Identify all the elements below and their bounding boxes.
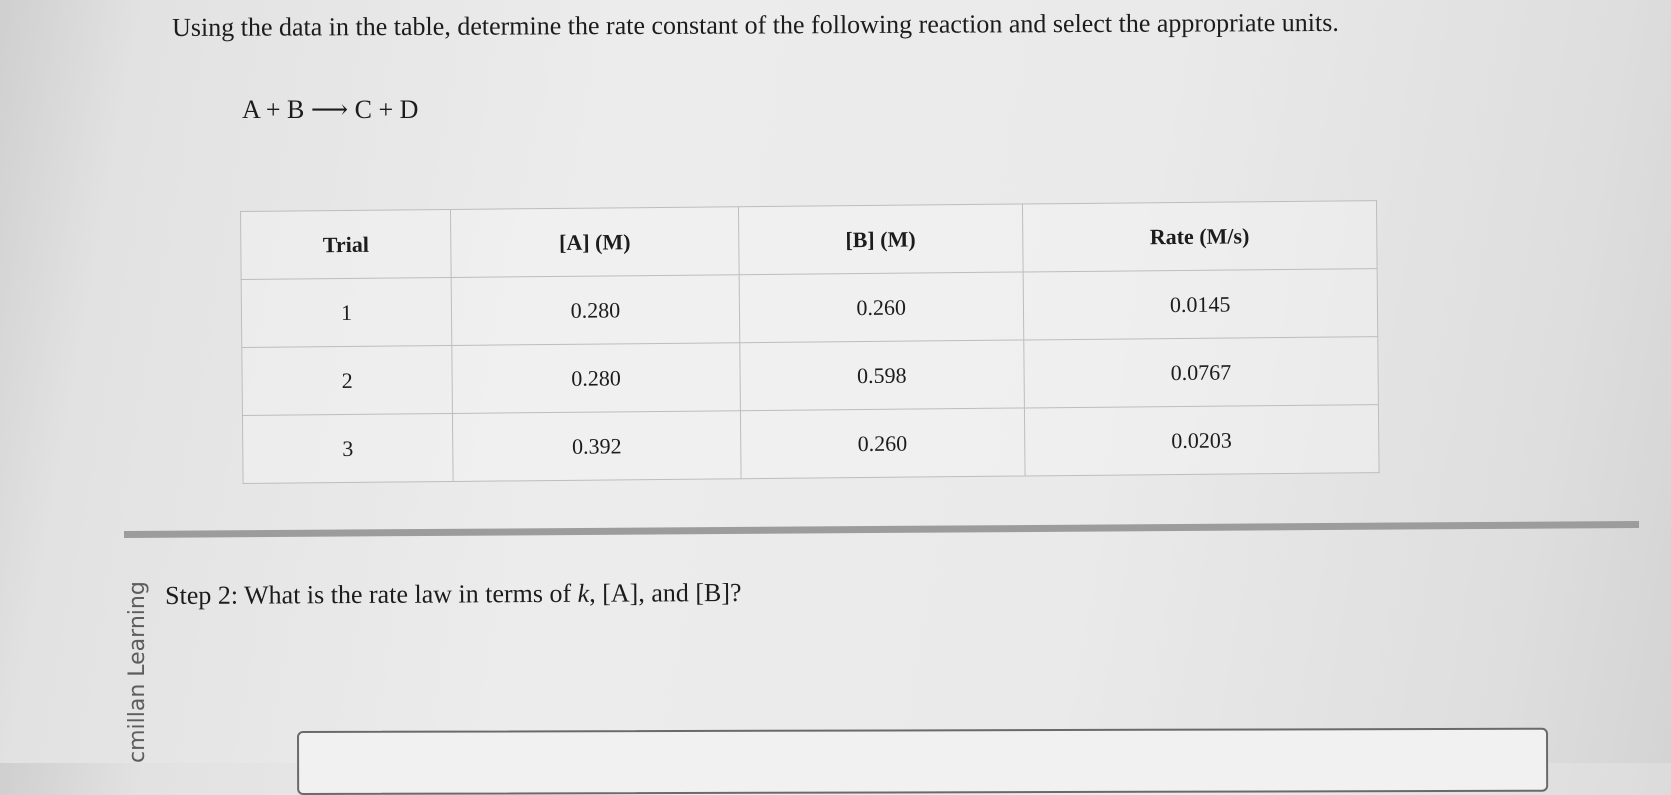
question-text: Using the data in the table, determine the rate constant of the following reaction and select the appropriate units.	[172, 7, 1339, 42]
header-trial: Trial	[241, 209, 452, 279]
reaction-equation	[242, 90, 418, 130]
header-concentration-a: [A] (M)	[451, 207, 739, 278]
rate-data-table	[240, 200, 1380, 484]
cell-concentration-a: 0.392	[453, 411, 741, 482]
reaction-products: C + D	[354, 95, 419, 124]
cell-concentration-b: 0.260	[740, 408, 1024, 479]
cell-concentration-b: 0.260	[739, 272, 1023, 343]
cell-rate: 0.0203	[1024, 405, 1379, 476]
step-prompt-suffix: , [A], and [B]?	[589, 577, 742, 608]
rate-law-answer-field[interactable]	[297, 728, 1548, 795]
cell-trial: 2	[242, 345, 453, 415]
cell-trial: 1	[241, 277, 452, 347]
step-prompt-prefix: Step 2: What is the rate law in terms of	[165, 578, 578, 610]
table-row	[242, 337, 1379, 416]
header-rate: Rate (M/s)	[1022, 201, 1377, 272]
reaction-arrow: ⟶	[310, 95, 349, 124]
cell-trial: 3	[242, 413, 453, 483]
header-concentration-b: [B] (M)	[738, 204, 1022, 275]
reaction-reactants: A + B	[242, 95, 305, 124]
cell-rate: 0.0145	[1023, 269, 1378, 340]
publisher-side-label: cmillan Learning	[125, 581, 150, 763]
cell-concentration-b: 0.598	[740, 340, 1024, 411]
table-row	[241, 269, 1378, 348]
cell-rate: 0.0767	[1023, 337, 1378, 408]
cell-concentration-a: 0.280	[451, 275, 739, 346]
table-row	[242, 405, 1379, 484]
cell-concentration-a: 0.280	[452, 343, 740, 414]
step-prompt	[165, 575, 742, 614]
rate-constant-symbol: k	[577, 578, 590, 608]
table-header-row	[241, 201, 1378, 280]
section-divider	[124, 521, 1639, 538]
